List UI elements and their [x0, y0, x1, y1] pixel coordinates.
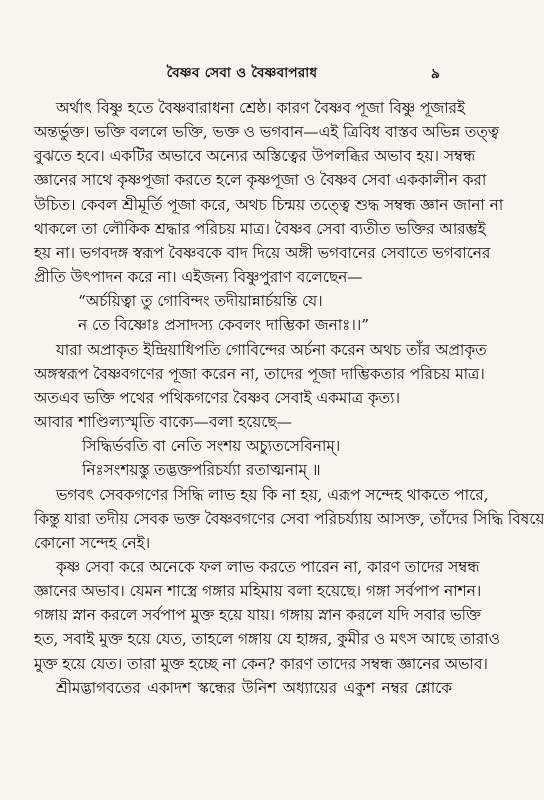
paragraph-line: আবার শাণ্ডিল্যস্মৃতি বাক্যে—বলা হয়েছে—	[34, 413, 292, 432]
page-number: ৯	[430, 66, 440, 82]
verse-line: “অর্চয়িত্বা তু গোবিন্দং তদীয়ান্নার্চয়ন্তি যে।	[78, 292, 323, 311]
paragraph-line: প্রীতি উৎপাদন করে না। এইজন্য বিষ্ণুপুরাণ বলেছেন—	[34, 268, 363, 287]
paragraph-line: জ্ঞানের অভাব। যেমন শাস্ত্রে গঙ্গার মহিমায় বলা হয়েছে। গঙ্গা সর্বপাপ নাশন।	[34, 582, 482, 601]
paragraph-line: বুঝতে হবে। একটির অভাবে অন্যের অস্তিত্বের উপলব্ধির অভাব হয়। সম্বন্ধ	[34, 147, 476, 166]
paragraph-line: অন্তর্ভুক্ত। ভক্তি বললে ভক্তি, ভক্ত ও ভগবান—এই ত্রিবিধ বাস্তব অভিন্ন তত্ত্ব	[34, 123, 499, 142]
paragraph-line: হত, সবাই মুক্ত হয়ে যেত, তাহলে গঙ্গায় যে হাঙ্গর, কুমীর ও মৎস আছে তারাও	[34, 630, 500, 649]
paragraph-line: কোনো সন্দেহ নেই।	[34, 533, 151, 552]
paragraph-line: অর্থাৎ বিষ্ণু হতে বৈষ্ণবারাধনা শ্রেষ্ঠ। কারণ বৈষ্ণব পূজা বিষ্ণু পূজারই	[56, 99, 465, 117]
verse-line: ন তে বিষ্ণোঃ প্রসাদস্য কেবলং দাম্ভিকা জনাঃ।।”	[78, 316, 370, 335]
paragraph-line: অতএব ভক্তি পথের পথিকগণের বৈষ্ণব সেবাই একমাত্র কৃত্য।	[34, 388, 400, 407]
paragraph-line: অঙ্গস্বরূপ বৈষ্ণবগণের পূজা করেন না, তাদের পূজা দাম্ভিকতার পরিচয় মাত্র।	[34, 364, 485, 383]
paragraph-line: কিন্তু যারা তদীয় সেবক ভক্ত বৈষ্ণবগণের সেবা পরিচর্য্যায় আসক্ত, তাঁদের সিদ্ধি বিষয়ে	[34, 509, 544, 528]
paragraph-line: শ্রীমদ্ভাগবতের একাদশ স্কন্ধের উনিশ অধ্যায়ের একুশ নম্বর শ্লোকে	[56, 678, 452, 697]
paragraph-line: হয় না। ভগবদঙ্গ স্বরূপ বৈষ্ণবকে বাদ দিয়ে অঙ্গী ভগবানের সেবাতে ভগবানের	[34, 243, 491, 262]
paragraph-line: যারা অপ্রাকৃত ইন্দ্রিয়াধিপতি গোবিন্দের অর্চনা করেন অথচ তাঁর অপ্রাকৃত	[56, 340, 487, 359]
paragraph-line: থাকলে তা লৌকিক শ্রদ্ধার পরিচয় মাত্র। বৈষ্ণব সেবা ব্যতীত ভক্তির আরম্ভই	[34, 219, 486, 238]
paragraph-line: উচিত। কেবল শ্রীমূর্তি পূজা করে, অথচ চিন্ময় তত্ত্বে শুদ্ধ সম্বন্ধ জ্ঞান জানা না	[34, 195, 504, 214]
header-title: বৈষ্ণব সেবা ও বৈষ্ণবাপরাধ	[166, 65, 318, 81]
verse-line: নিঃসংশয়স্তু তদ্ভক্তপরিচর্য্যা রতাত্মনাম্ ॥	[82, 461, 321, 480]
paragraph-line: গঙ্গায় স্নান করলে সর্বপাপ মুক্ত হয়ে যায়। গঙ্গায় স্নান করলে যদি সবার ভক্তি	[34, 606, 481, 625]
paragraph-line: কৃষ্ণ সেবা করে অনেকে ফল লাভ করতে পারেন না, কারণ তাদের সম্বন্ধ	[56, 557, 480, 576]
body-text	[34, 96, 544, 700]
paragraph-line: জ্ঞানের সাথে কৃষ্ণপূজা করতে হলে কৃষ্ণপূজা ও বৈষ্ণব সেবা এককালীন করা	[34, 171, 487, 190]
verse-line: সিদ্ধির্ভবতি বা নেতি সংশয় অচ্যুতসেবিনাম্।	[82, 437, 341, 456]
running-header	[0, 62, 484, 86]
paragraph-line: ভগবৎ সেবকগণের সিদ্ধি লাভ হয় কি না হয়, এরূপ সন্দেহ থাকতে পারে,	[56, 485, 489, 504]
paragraph-line: মুক্ত হয়ে যেত। তারা মুক্ত হচ্ছে না কেন? কারণ তাদের সম্বন্ধ জ্ঞানের অভাব।	[34, 654, 488, 673]
